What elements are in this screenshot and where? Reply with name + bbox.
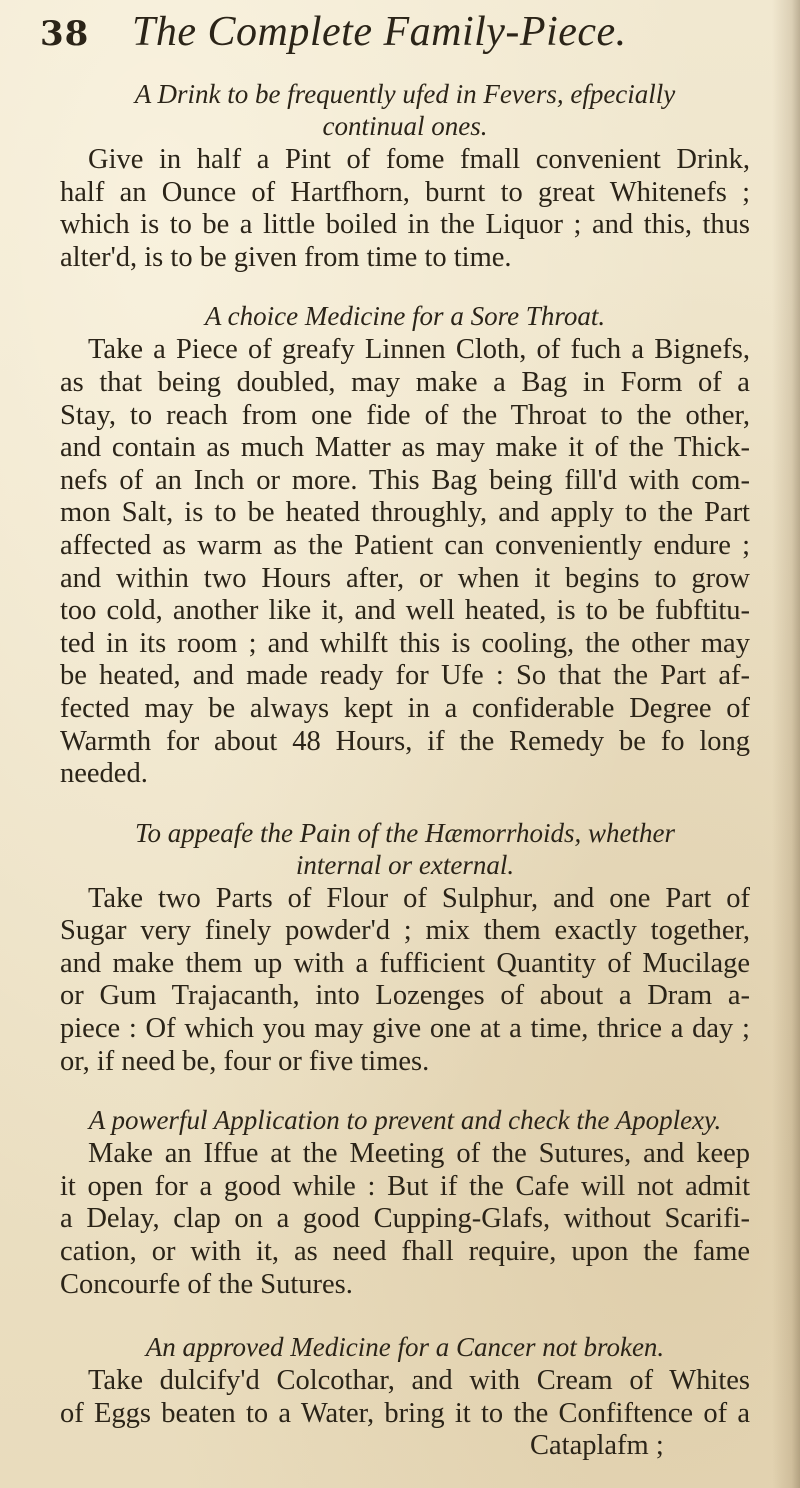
body-line: mon Salt, is to be heated throughly, and apply to the Part	[60, 497, 750, 529]
recipe-apoplexy	[60, 1104, 750, 1301]
page-content	[60, 78, 750, 1463]
body-line: Warmth for about 48 Hours, if the Remedy be fo long	[60, 725, 750, 757]
page-number: 38	[40, 14, 90, 54]
recipe-heading	[60, 1331, 750, 1363]
body-line: it open for a good while : But if the Cafe will not admit	[60, 1170, 750, 1202]
recipe-body	[60, 144, 750, 274]
body-line: fected may be always kept in a confiderable Degree of	[60, 692, 751, 724]
body-line: Sugar very finely powder'd ; mix them exactly together,	[60, 915, 751, 947]
body-line: of Eggs beaten to a Water, bring it to the Confiftence of a	[60, 1397, 751, 1429]
body-line: and within two Hours after, or when it begins to grow	[60, 562, 750, 594]
body-line: and contain as much Matter as may make it of the Thick-	[60, 432, 750, 464]
body-line: piece : Of which you may give one at a time, thrice a day ;	[60, 1013, 750, 1045]
heading-line: To appeafe the Pain of the Hæmorrhoids, whether	[135, 817, 675, 848]
heading-line: A powerful Application to prevent and check the Apoplexy.	[88, 1105, 722, 1136]
page-edge-shadow	[772, 0, 800, 1488]
recipe-fevers-drink	[60, 78, 750, 274]
body-line: affected as warm as the Patient can conveniently endure ;	[60, 529, 751, 561]
recipe-heading	[60, 817, 750, 881]
page-header	[40, 6, 760, 66]
running-title	[132, 8, 627, 56]
body-line: needed.	[60, 758, 148, 790]
body-line: Take two Parts of Flour of Sulphur, and one Part of	[88, 882, 751, 914]
recipe-heading	[60, 300, 750, 332]
recipe-haemorrhoids	[60, 817, 750, 1079]
body-line: alter'd, is to be given from time to time.	[60, 241, 512, 273]
recipe-body	[60, 334, 750, 790]
body-line: which is to be a little boiled in the Liquor ; and this, thus	[60, 209, 750, 241]
recipe-heading	[60, 1104, 750, 1136]
body-line: as that being doubled, may make a Bag in Form of a	[60, 366, 750, 398]
recipe-body	[60, 1138, 750, 1301]
body-line: a Delay, clap on a good Cupping-Glafs, without Scarifi-	[60, 1203, 750, 1235]
body-line: be heated, and made ready for Ufe : So that the Part af-	[60, 660, 750, 692]
heading-line: continual ones.	[322, 111, 488, 141]
body-line: cation, or with it, as need fhall require, upon the fame	[60, 1236, 751, 1268]
running-title-text: The Complete Family-Piece.	[132, 9, 627, 55]
heading-line: An approved Medicine for a Cancer not broken.	[145, 1332, 665, 1363]
body-line: Stay, to reach from one fide of the Throat to the other,	[60, 399, 751, 431]
recipe-cancer	[60, 1331, 750, 1463]
heading-line: internal or external.	[295, 849, 515, 880]
body-line: and make them up with a fufficient Quantity of Mucilage	[60, 947, 751, 979]
body-line: ted in its room ; and whilft this is cooling, the other may	[60, 627, 750, 659]
recipe-heading	[60, 78, 750, 142]
body-line: Cataplafm ;	[530, 1430, 664, 1462]
body-line: half an Ounce of Hartfhorn, burnt to great Whitenefs ;	[60, 176, 751, 208]
heading-line: A Drink to be frequently ufed in Fevers, efpecially	[134, 79, 676, 109]
recipe-sore-throat	[60, 300, 750, 790]
body-line: nefs of an Inch or more. This Bag being fill'd with com-	[60, 464, 750, 496]
body-line: or Gum Trajacanth, into Lozenges of about a Dram a-	[60, 980, 750, 1012]
recipe-body	[60, 1365, 750, 1463]
body-line: Take a Piece of greafy Linnen Cloth, of fuch a Bignefs,	[88, 334, 751, 366]
body-line: or, if need be, four or five times.	[60, 1045, 430, 1077]
heading-line: A choice Medicine for a Sore Throat.	[204, 301, 606, 332]
body-line: Give in half a Pint of fome fmall convenient Drink,	[88, 144, 751, 175]
body-line: too cold, another like it, and well heated, is to be fubftitu-	[60, 595, 751, 627]
body-line: Take dulcify'd Colcothar, and with Cream of Whites	[88, 1365, 750, 1397]
body-line: Concourfe of the Sutures.	[60, 1268, 353, 1300]
body-line: Make an Iffue at the Meeting of the Sutures, and keep	[88, 1138, 750, 1170]
recipe-body	[60, 883, 750, 1079]
